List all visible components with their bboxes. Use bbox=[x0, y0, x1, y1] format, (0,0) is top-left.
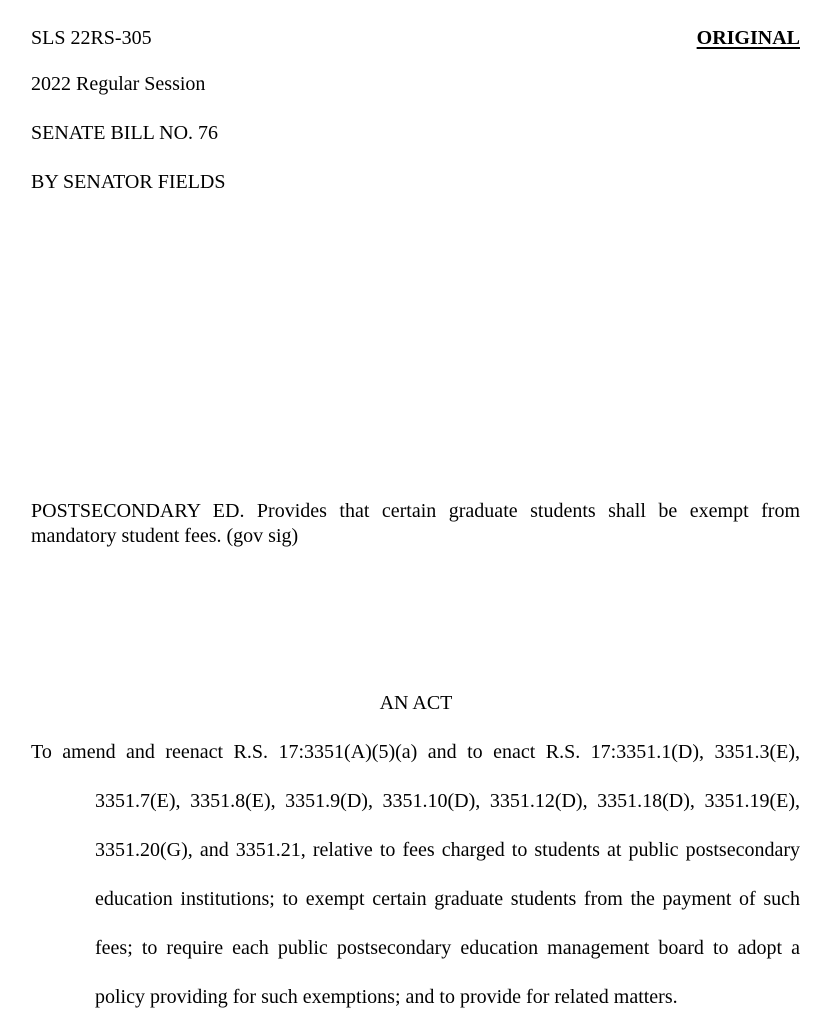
act-title-line: education institutions; to exempt certain graduate students from the payment of such bbox=[95, 888, 800, 910]
bill-number: SENATE BILL NO. 76 bbox=[31, 122, 219, 144]
act-title-line: To amend and reenact R.S. 17:3351(A)(5)(a) and to enact R.S. 17:3351.1(D), 3351.3(E), bbox=[31, 741, 800, 763]
bill-author: BY SENATOR FIELDS bbox=[31, 171, 226, 193]
act-title-line: 3351.20(G), and 3351.21, relative to fees charged to students at public postsecondary bbox=[95, 839, 800, 861]
act-title-line: policy providing for such exemptions; and to provide for related matters. bbox=[95, 986, 678, 1008]
act-heading: AN ACT bbox=[379, 692, 453, 714]
act-title-line: fees; to require each public postsecondary education management board to adopt a bbox=[95, 937, 800, 959]
version-label: ORIGINAL bbox=[696, 27, 800, 49]
bill-code: SLS 22RS-305 bbox=[31, 27, 152, 49]
session-label: 2022 Regular Session bbox=[31, 73, 206, 95]
bill-digest: POSTSECONDARY ED. Provides that certain graduate students shall be exempt from mandatory student fees. (gov sig) bbox=[31, 500, 800, 547]
act-title-line: 3351.7(E), 3351.8(E), 3351.9(D), 3351.10(D), 3351.12(D), 3351.18(D), 3351.19(E), bbox=[95, 790, 800, 812]
